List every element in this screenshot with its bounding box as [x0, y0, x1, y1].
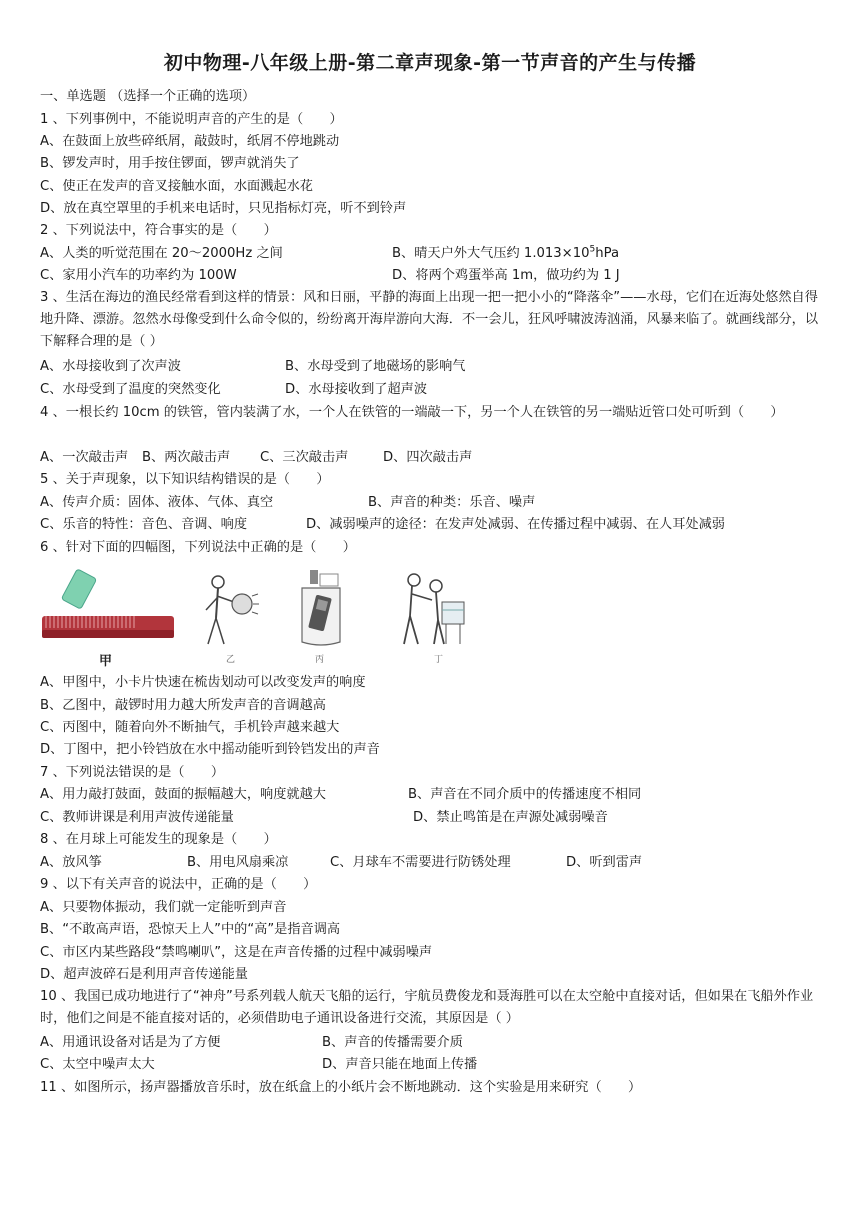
- q10-option-d: D、声音只能在地面上传播: [322, 1057, 478, 1072]
- bell-jar-figure: [296, 570, 346, 650]
- q2-option-d: D、将两个鸡蛋举高 1m，做功约为 1 J: [392, 268, 620, 283]
- q6-stem: 6 、针对下面的四幅图，下列说法中正确的是（ ）: [40, 540, 356, 555]
- q3-stem: 3 、生活在海边的渔民经常看到这样的情景：风和日丽，平静的海面上出现一把一把小小的“降落伞”——水母，它们在近海处悠然自得地升降、漂游。忽然水母像受到什么命令似的，纷纷离开海岸游向大海．不一会儿，狂风呼啸波涛汹涌，风暴来临了。就画线部分，以下解释合理的是（ ）: [40, 290, 819, 349]
- q2-option-c: C、家用小汽车的功率约为 100W: [40, 268, 237, 283]
- q8-option-d: D、听到雷声: [566, 855, 643, 870]
- section-heading: 一、单选题 （选择一个正确的选项）: [40, 89, 256, 104]
- q8-option-a: A、放风筝: [40, 855, 102, 870]
- q10-option-c: C、太空中噪声太大: [40, 1057, 155, 1072]
- q3-option-b: B、水母受到了地磁场的影响气: [285, 359, 466, 374]
- q8-option-b: B、用电风扇乘凉: [187, 855, 289, 870]
- q6-option-d: D、丁图中，把小铃铛放在水中摇动能听到铃铛发出的声音: [40, 742, 380, 757]
- figure-label-yi: 乙: [226, 655, 236, 665]
- q2-option-b: B、晴天户外大气压约 $1.013\times 10^5hPa$: [392, 244, 620, 261]
- figure-label-jia: 甲: [99, 654, 113, 669]
- q11-stem: 11 、如图所示，扬声器播放音乐时，放在纸盒上的小纸片会不断地跳动．这个实验是用来研究（ ）: [40, 1080, 642, 1095]
- q10-option-b: B、声音的传播需要介质: [322, 1035, 463, 1050]
- q6-option-a: A、甲图中，小卡片快速在梳齿划动可以改变发声的响度: [40, 675, 366, 690]
- q1-option-c: C、使正在发声的音叉接触水面，水面溅起水花: [40, 179, 313, 194]
- q3-option-a: A、水母接收到了次声波: [40, 359, 181, 374]
- q7-option-c: C、教师讲课是利用声波传递能量: [40, 810, 234, 825]
- q3-option-d: D、水母接收到了超声波: [285, 382, 428, 397]
- q9-option-d: D、超声波碎石是利用声音传递能量: [40, 967, 248, 982]
- q1-stem: 1 、下列事例中，不能说明声音的产生的是（ ）: [40, 112, 343, 127]
- q6-option-c: C、丙图中，随着向外不断抽气，手机铃声越来越大: [40, 720, 340, 735]
- q1-option-b: B、锣发声时，用手按住锣面，锣声就消失了: [40, 156, 300, 171]
- q9-option-b: B、“不敢高声语，恐惊天上人”中的“高”是指音调高: [40, 922, 341, 937]
- q4-option-b: B、两次敲击声: [142, 450, 231, 465]
- q5-option-c: C、乐音的特性：音色、音调、响度: [40, 517, 248, 532]
- q9-stem: 9 、以下有关声音的说法中，正确的是（ ）: [40, 877, 317, 892]
- q5-option-a: A、传声介质：固体、液体、气体、真空: [40, 495, 274, 510]
- q5-stem: 5 、关于声现象，以下知识结构错误的是（ ）: [40, 472, 330, 487]
- q4-option-c: C、三次敲击声: [260, 450, 349, 465]
- q10-option-a: A、用通讯设备对话是为了方便: [40, 1035, 221, 1050]
- q5-option-b: B、声音的种类：乐音、噪声: [368, 495, 536, 510]
- q8-option-c: C、月球车不需要进行防锈处理: [330, 855, 511, 870]
- q1-option-a: A、在鼓面上放些碎纸屑，敲鼓时，纸屑不停地跳动: [40, 134, 340, 149]
- q7-stem: 7 、下列说法错误的是（ ）: [40, 765, 225, 780]
- figure-label-bing: 丙: [315, 655, 325, 665]
- q9-option-c: C、市区内某些路段“禁鸣喇叭”，这是在声音传播的过程中减弱噪声: [40, 945, 433, 960]
- page-title: 初中物理-八年级上册-第二章声现象-第一节声音的产生与传播: [163, 52, 697, 74]
- q4-stem: 4 、一根长约 10cm 的铁管，管内装满了水，一个人在铁管的一端敲一下，另一个人在铁管的另一端贴近管口处可听到（ ）: [40, 405, 784, 420]
- q7-option-a: A、用力敲打鼓面，鼓面的振幅越大，响度就越大: [40, 787, 326, 802]
- q4-option-a: A、一次敲击声: [40, 450, 129, 465]
- q8-stem: 8 、在月球上可能发生的现象是（ ）: [40, 832, 277, 847]
- q6-option-b: B、乙图中，敲锣时用力越大所发声音的音调越高: [40, 698, 326, 713]
- bell-water-figure: [398, 570, 472, 652]
- q5-option-d: D、减弱噪声的途径：在发声处减弱、在传播过程中减弱、在人耳处减弱: [306, 517, 725, 532]
- q9-option-a: A、只要物体振动，我们就一定能听到声音: [40, 900, 287, 915]
- q10-stem: 10 、我国已成功地进行了“神舟”号系列载人航天飞船的运行，宇航员费俊龙和聂海胜可以在太空舱中直接对话，但如果在飞船外作业时，他们之间是不能直接对话的，必须借助电子通讯设备进行交流，其原因是（ ）: [40, 989, 814, 1026]
- q2-option-a: A、人类的听觉范围在 20～2000Hz 之间: [40, 246, 283, 261]
- q1-option-d: D、放在真空罩里的手机来电话时，只见指标灯亮，听不到铃声: [40, 201, 407, 216]
- q7-option-d: D、禁止鸣笛是在声源处减弱噪音: [413, 810, 608, 825]
- figure-label-ding: 丁: [434, 655, 444, 665]
- comb-card-figure: [40, 568, 176, 650]
- q3-option-c: C、水母受到了温度的突然变化: [40, 382, 221, 397]
- gong-figure: [200, 572, 260, 654]
- q4-option-d: D、四次敲击声: [383, 450, 473, 465]
- q7-option-b: B、声音在不同介质中的传播速度不相同: [408, 787, 642, 802]
- q2-stem: 2 、下列说法中，符合事实的是（ ）: [40, 223, 277, 238]
